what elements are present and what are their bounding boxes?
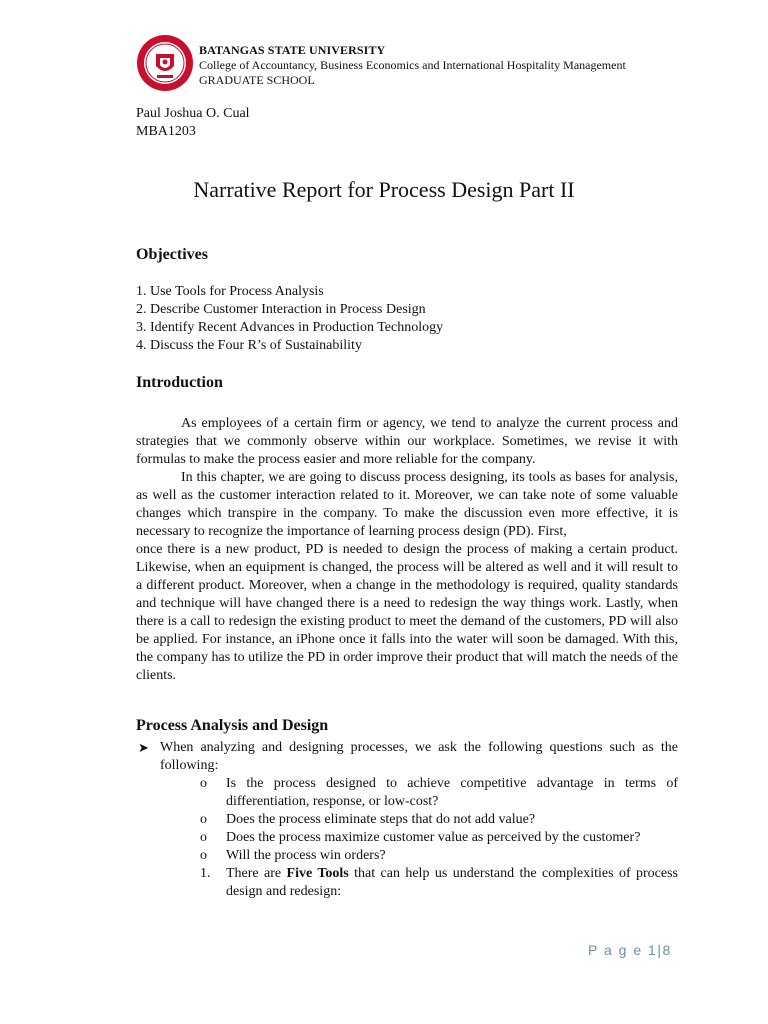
circle-bullet: o bbox=[200, 776, 207, 791]
objective-item: 4. Discuss the Four R’s of Sustainability bbox=[136, 338, 362, 353]
question-list bbox=[200, 775, 678, 901]
objective-item: 3. Identify Recent Advances in Production Technology bbox=[136, 320, 444, 335]
circle-bullet: o bbox=[200, 830, 207, 845]
question-item: o Does the process eliminate steps that do not add value? bbox=[200, 812, 536, 827]
course-code: MBA1203 bbox=[136, 124, 196, 139]
author-block bbox=[136, 105, 250, 141]
question-item: o Does the process maximize customer value as perceived by the customer? bbox=[200, 830, 641, 845]
circle-bullet: o bbox=[200, 812, 207, 827]
circle-bullet: o bbox=[200, 848, 207, 863]
page-label: P a g e bbox=[588, 942, 643, 958]
arrow-bullet-icon: ➤ bbox=[138, 740, 149, 755]
introduction-heading: Introduction bbox=[136, 374, 223, 391]
document-title: Narrative Report for Process Design Part II bbox=[193, 177, 575, 202]
numbered-item: 1. There are Five Tools that can help us understand the complexities of process design and redesign: bbox=[200, 866, 678, 899]
page-number: 1 bbox=[648, 942, 658, 958]
page-separator: | bbox=[657, 942, 663, 958]
process-analysis-bullet bbox=[138, 739, 678, 775]
letterhead bbox=[136, 34, 696, 94]
question-item: o Is the process designed to achieve competitive advantage in terms of differentiation, response, or low-cost? bbox=[200, 776, 678, 809]
college-name: College of Accountancy, Business Economics and International Hospitality Management bbox=[199, 58, 626, 72]
author-name: Paul Joshua O. Cual bbox=[136, 106, 250, 121]
process-analysis-heading: Process Analysis and Design bbox=[136, 717, 329, 734]
objectives-heading: Objectives bbox=[136, 246, 208, 263]
school-name: GRADUATE SCHOOL bbox=[199, 73, 315, 87]
objectives-list bbox=[136, 283, 443, 355]
question-item: o Will the process win orders? bbox=[200, 848, 386, 863]
page-total: 8 bbox=[662, 942, 672, 958]
bullet-text: When analyzing and designing processes, we ask the following questions such as the following: bbox=[160, 740, 678, 773]
university-seal-icon bbox=[136, 34, 194, 92]
five-tools-emphasis: Five Tools bbox=[286, 866, 349, 881]
objective-item: 2. Describe Customer Interaction in Process Design bbox=[136, 302, 426, 317]
objective-item: 1. Use Tools for Process Analysis bbox=[136, 284, 324, 299]
page-footer bbox=[588, 942, 672, 958]
intro-paragraph-1: As employees of a certain firm or agency, we tend to analyze the current process and strategies that we commonly observe within our workplace. Sometimes, we revise it with formulas to make the process easier and more reliable for the company. bbox=[136, 416, 678, 467]
intro-paragraph-3: once there is a new product, PD is needed to design the process of making a certain product. Likewise, when an equipment is changed, the process will be altered as well and it will result to a different product. Moreover, when a change in the methodology is required, quality standards and technique will have changed there is a need to redesign the way things work. Lastly, when there is a call to redesign the existing product to meet the demand of the customers, PD will also be applied. For instance, an iPhone once it falls into the water will soon be damaged. With this, the company has to utilize the PD in order improve their product that will match the needs of the clients. bbox=[136, 542, 678, 683]
number-marker: 1. bbox=[200, 866, 211, 881]
introduction-body bbox=[136, 415, 678, 685]
university-name: BATANGAS STATE UNIVERSITY bbox=[199, 43, 386, 57]
intro-paragraph-2: In this chapter, we are going to discuss process designing, its tools as bases for analysis, as well as the customer interaction related to it. Moreover, we can take note of some valuable changes which transpire in the company. To make the discussion even more effective, it is necessary to recognize the importance of learning process design (PD). First, bbox=[136, 470, 678, 539]
